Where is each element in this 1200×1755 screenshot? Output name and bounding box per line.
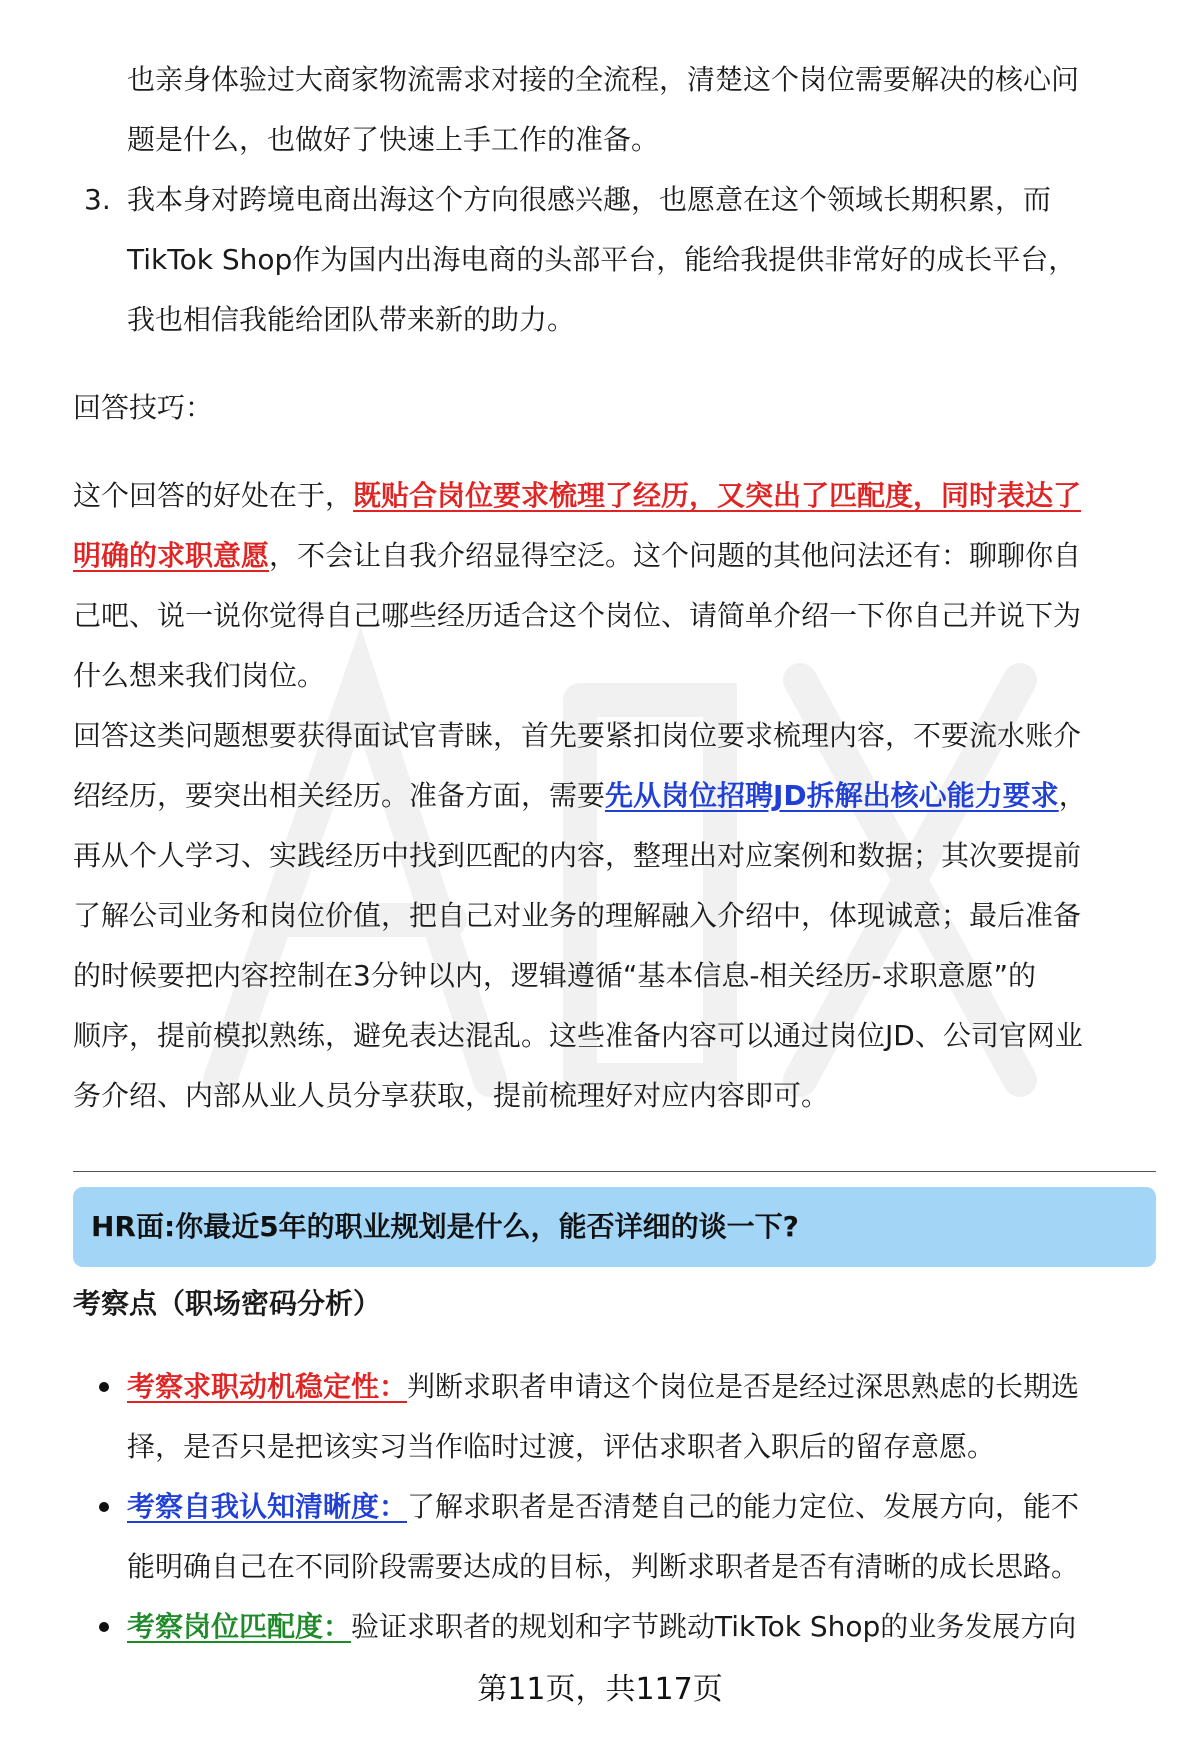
tips-p1-rest: ，不会让自我介绍显得空泛。这个问题的其他问法还有：聊聊你自 bbox=[269, 539, 1082, 572]
tips-p1-line1 bbox=[73, 466, 1081, 526]
point3-label[interactable]: 考察岗位匹配度： bbox=[127, 1610, 352, 1643]
section-divider bbox=[73, 1171, 1156, 1172]
point2-text: 了解求职者是否清楚自己的能力定位、发展方向，能不 bbox=[407, 1490, 1080, 1523]
point1-text: 判断求职者申请这个岗位是否是经过深思熟虑的长期选 bbox=[407, 1370, 1080, 1403]
tips-p1-line2 bbox=[73, 526, 1081, 586]
bullet-dot bbox=[99, 1382, 109, 1392]
analysis-subheading: 考察点（职场密码分析） bbox=[73, 1287, 382, 1320]
point3-text: 验证求职者的规划和字节跳动TikTok Shop的业务发展方向 bbox=[351, 1610, 1077, 1643]
point3-line1 bbox=[127, 1597, 1076, 1657]
bullet-dot bbox=[99, 1502, 109, 1512]
bullet-dot bbox=[99, 1622, 109, 1632]
tips-p2-line6: 顺序，提前模拟熟练，避免表达混乱。这些准备内容可以通过岗位JD、公司官网业 bbox=[73, 1019, 1083, 1052]
tips-p1-line4: 什么想来我们岗位。 bbox=[73, 659, 326, 692]
point1-line2: 择，是否只是把该实习当作临时过渡，评估求职者入职后的留存意愿。 bbox=[127, 1430, 996, 1463]
item3-line1: 我本身对跨境电商出海这个方向很感兴趣，也愿意在这个领域长期积累，而 bbox=[127, 183, 1052, 216]
tips-p2-line1: 回答这类问题想要获得面试官青睐，首先要紧扣岗位要求梳理内容，不要流水账介 bbox=[73, 719, 1082, 752]
point2-label[interactable]: 考察自我认知清晰度： bbox=[127, 1490, 408, 1523]
tips-p2-line5: 的时候要把内容控制在3分钟以内，逻辑遵循“基本信息-相关经历-求职意愿”的 bbox=[73, 959, 1037, 992]
tips-heading: 回答技巧： bbox=[73, 391, 214, 424]
item2-line2: 题是什么，也做好了快速上手工作的准备。 bbox=[127, 123, 660, 156]
item3-line3: 我也相信我能给团队带来新的助力。 bbox=[127, 303, 576, 336]
tips-p1-line3: 己吧、说一说你觉得自己哪些经历适合这个岗位、请简单介绍一下你自己并说下为 bbox=[73, 599, 1082, 632]
item3-line2: TikTok Shop作为国内出海电商的头部平台，能给我提供非常好的成长平台， bbox=[127, 243, 1077, 276]
point1-label[interactable]: 考察求职动机稳定性： bbox=[127, 1370, 408, 1403]
tips-highlight-2[interactable]: 明确的求职意愿 bbox=[73, 539, 270, 572]
jd-analysis-link[interactable]: 先从岗位招聘JD拆解出核心能力要求 bbox=[605, 779, 1059, 812]
page-number: 第11页，共117页 bbox=[477, 1672, 723, 1707]
item2-line1: 也亲身体验过大商家物流需求对接的全流程，清楚这个岗位需要解决的核心问 bbox=[127, 63, 1080, 96]
point2-line1 bbox=[127, 1477, 1079, 1537]
tips-p1-intro: 这个回答的好处在于， bbox=[73, 479, 354, 512]
point1-line1 bbox=[127, 1357, 1079, 1417]
tips-p2-line2 bbox=[73, 766, 1087, 826]
question-banner bbox=[73, 1187, 1156, 1267]
tips-p2-line3: 再从个人学习、实践经历中找到匹配的内容，整理出对应案例和数据；其次要提前 bbox=[73, 839, 1082, 872]
tips-p2-comma: ， bbox=[1058, 779, 1087, 812]
tips-p2-prefix: 绍经历，要突出相关经历。准备方面，需要 bbox=[73, 779, 606, 812]
tips-p2-line7: 务介绍、内部从业人员分享获取，提前梳理好对应内容即可。 bbox=[73, 1079, 830, 1112]
point2-line2: 能明确自己在不同阶段需要达成的目标，判断求职者是否有清晰的成长思路。 bbox=[127, 1550, 1080, 1583]
tips-p2-line4: 了解公司业务和岗位价值，把自己对业务的理解融入介绍中，体现诚意；最后准备 bbox=[73, 899, 1082, 932]
question-title: HR面:你最近5年的职业规划是什么，能否详细的谈一下? bbox=[91, 1210, 799, 1243]
item3-number: 3. bbox=[84, 183, 111, 216]
tips-highlight-1[interactable]: 既贴合岗位要求梳理了经历，又突出了匹配度，同时表达了 bbox=[353, 479, 1082, 512]
